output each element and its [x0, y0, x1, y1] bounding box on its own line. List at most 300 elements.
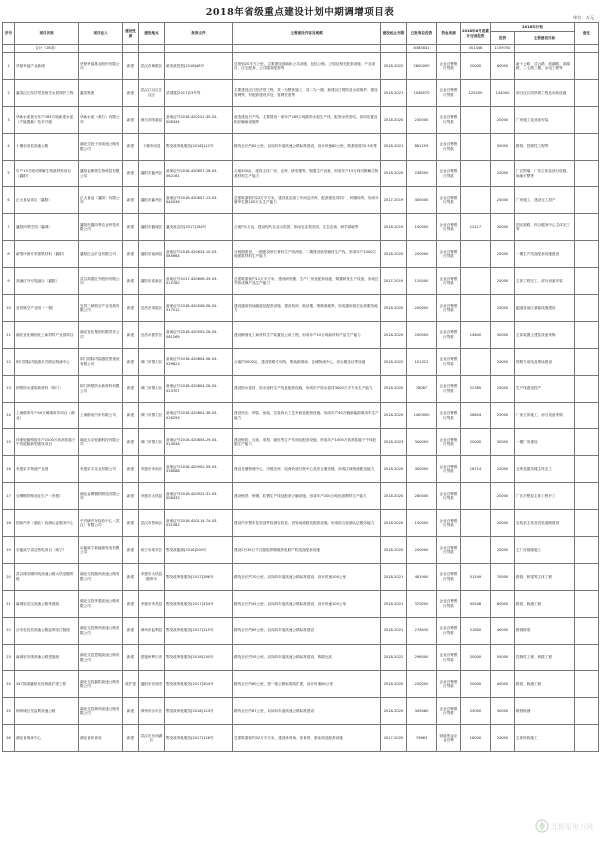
row-name-text: 十堰至房县高速公路 — [16, 144, 49, 149]
table-row — [3, 375, 599, 402]
row-plan-target-text: 一期厂房建设 — [516, 440, 538, 445]
row-name-text: 襄香汉江经济带及相关水质保护工程 — [16, 90, 74, 95]
total-empty-cell — [515, 45, 575, 53]
row-seq-text: 23 — [6, 655, 11, 660]
row-plan-target — [515, 321, 575, 348]
row-approval-text: 备案证号2017-420606-39-03-015782 — [166, 276, 218, 286]
row-plan-target-text: 主体工程完工，部分设备安装 — [516, 278, 563, 283]
row-content-text: 建设冲压、焊装、涂装、总装四大工艺车间及配套设施，形成年产40万辆新能源乘用车生产能力 — [234, 411, 379, 420]
row-total-inv-text: 200000 — [414, 305, 429, 310]
row-plan-inv-text: 20000 — [496, 305, 509, 310]
row-approval-text: 备案证号2018-420114-74-03-031082 — [166, 518, 218, 528]
row-approval — [165, 402, 233, 429]
watermark-logo — [534, 812, 594, 840]
row-period-text: 2018-2021 — [383, 90, 404, 95]
row-done — [461, 698, 491, 725]
row-location — [139, 268, 165, 295]
row-source — [437, 187, 461, 214]
row-plan-target — [515, 241, 575, 268]
row-plan-inv — [491, 402, 515, 429]
table-row — [3, 617, 599, 644]
row-nature — [123, 456, 139, 483]
row-plan-target — [515, 617, 575, 644]
row-nature-text: 新建 — [126, 198, 135, 203]
row-name — [15, 617, 79, 644]
row-name-text: 宜昌航空产业园（一期） — [16, 305, 56, 310]
row-plan-target — [515, 671, 575, 698]
row-plan-target-text: 路基、桥涵工程 — [516, 682, 542, 687]
row-total-inv-text: 238500 — [414, 171, 429, 176]
row-location-text: 武汉市东西湖区 — [140, 733, 163, 743]
row-total-inv — [407, 106, 437, 133]
row-approval — [165, 725, 233, 752]
row-approval — [165, 456, 233, 483]
row-source — [437, 563, 461, 590]
row-location-text: 恩施州利川市 — [140, 655, 163, 660]
row-period-text: 2018-2020 — [383, 171, 404, 176]
row-location-text: 荆门市掇刀区 — [140, 413, 163, 418]
row-plan-target — [515, 375, 575, 402]
row-owner — [79, 671, 123, 698]
row-seq — [3, 187, 15, 214]
row-nature-text: 新建 — [126, 332, 135, 337]
row-source-text: 企业自筹银行贷款 — [439, 249, 458, 259]
row-plan-target-text: 园区道路、综合服务中心主体完工等 — [516, 222, 570, 232]
row-source — [437, 53, 461, 80]
row-plan-inv-text: 20000 — [496, 493, 509, 498]
row-period-text: 2018-2020 — [383, 547, 404, 552]
row-content — [233, 268, 381, 295]
row-owner — [79, 321, 123, 348]
row-content — [233, 133, 381, 160]
row-content-text: 路线全长约62公里，双向四车道高速公路标准建设，设计时速80公里，路基宽度25.5米等 — [234, 144, 377, 149]
col-approval: 批准文件 — [165, 23, 233, 45]
row-plan-inv-text: 50000 — [496, 655, 509, 660]
row-source-text: 企业自筹银行贷款 — [439, 142, 458, 151]
row-seq-text: 26 — [6, 736, 11, 740]
row-total-inv — [407, 537, 437, 564]
row-name-text: 国家汽车（湖北）检测认证服务中心 — [16, 520, 74, 525]
row-nature — [123, 106, 139, 133]
row-period — [381, 510, 407, 537]
row-name-text: 荆州城区至监利高速公路 — [16, 709, 56, 714]
row-name — [15, 106, 79, 133]
row-total-inv — [407, 456, 437, 483]
row-period — [381, 590, 407, 617]
row-source — [437, 671, 461, 698]
col-plan-group: 2018年计划 — [491, 23, 575, 32]
row-note — [575, 563, 599, 590]
row-owner — [79, 53, 123, 80]
row-seq — [3, 510, 15, 537]
row-nature-text: 新建 — [126, 117, 135, 122]
row-location — [139, 402, 165, 429]
row-location-text: 荆门市掇刀区 — [140, 386, 163, 391]
row-total-inv — [407, 671, 437, 698]
row-content-text: 路线全长约60公里，按一级公路标准改扩建，设计时速80公里 — [234, 682, 333, 687]
row-owner-text: 襄阳市鑫四季农业科技有限公司 — [80, 222, 120, 232]
table-row — [3, 348, 599, 375]
row-total-inv-text: 881259 — [414, 144, 429, 149]
table-row — [3, 133, 599, 160]
row-seq — [3, 563, 15, 590]
row-done-text: 21800 — [469, 628, 482, 633]
row-period — [381, 537, 407, 564]
row-plan-target — [515, 106, 575, 133]
row-owner-text: 荆门荆楚防水新材料有限公司 — [80, 384, 120, 393]
row-plan-inv — [491, 429, 515, 456]
row-done — [461, 510, 491, 537]
row-name-text: 武汉城市圈环线高速公路大悟至随州段 — [16, 572, 74, 581]
row-content-text: 主要建设汉江经济带工程，其一为整体施工，其二为一期，新建汉江堤防及水质保护，建设管网等，有配套建设多处，管网长度等 — [234, 88, 378, 97]
row-nature-text: 新建 — [126, 413, 135, 418]
row-location-text: 荆门市掇刀区 — [140, 440, 163, 445]
row-plan-target-text: 厂区平整及主体工程开工 — [516, 493, 556, 498]
row-total-inv-text: 276430 — [414, 628, 429, 633]
row-plan-inv — [491, 617, 515, 644]
row-source-text: 企业自筹银行贷款 — [439, 61, 458, 70]
row-content-text: 路线全长约45公里，双向四车道高速公路标准建设，设计时速100公里 — [234, 601, 347, 606]
row-location-text: 孝感市孝昌县 — [140, 601, 163, 606]
row-owner-text: 湖北交投襄阳高速公路有限公司 — [80, 680, 120, 689]
row-content — [233, 429, 381, 456]
row-period — [381, 295, 407, 322]
row-note — [575, 160, 599, 187]
row-source — [437, 510, 461, 537]
row-done — [461, 79, 491, 106]
row-plan-inv-text: 40000 — [496, 709, 509, 714]
col-owner: 项目法人 — [79, 23, 123, 45]
row-location — [139, 375, 165, 402]
col-seq: 序号 — [3, 23, 15, 45]
row-seq-text: 11 — [6, 332, 11, 337]
row-name — [15, 214, 79, 241]
row-content — [233, 644, 381, 671]
row-name-text: 环保轮胎网胶年产1000万套高性能子午线轮胎新型建设项目 — [16, 438, 76, 447]
row-location-text: 十堰市房县 — [142, 144, 161, 149]
table-row — [3, 321, 599, 348]
row-content-text: 路线全长约65公里，双向四车道高速公路标准建设 — [234, 628, 315, 633]
row-nature — [123, 268, 139, 295]
row-location — [139, 537, 165, 564]
row-seq-text: 1 — [7, 63, 10, 68]
row-note — [575, 429, 599, 456]
row-total-inv-text: 340000 — [414, 440, 429, 445]
row-owner — [79, 590, 123, 617]
row-plan-target-text: 厂房施工，建设完工投产 — [516, 198, 556, 203]
row-source-text: 企业自筹银行贷款 — [439, 438, 458, 447]
row-name — [15, 510, 79, 537]
row-owner — [79, 214, 123, 241]
row-total-inv — [407, 483, 437, 510]
table-row — [3, 79, 599, 106]
row-owner — [79, 160, 123, 187]
row-seq-text: 2 — [7, 90, 10, 95]
row-source-text: 企业自筹银行贷款 — [439, 384, 458, 393]
row-note — [575, 187, 599, 214]
row-plan-target-text: 路基桥涵 — [516, 709, 531, 714]
row-period — [381, 671, 407, 698]
row-plan-target — [515, 698, 575, 725]
row-name-text: 荆楚防水建筑新材料（荆门） — [16, 386, 63, 391]
row-plan-inv — [491, 456, 515, 483]
row-plan-inv — [491, 671, 515, 698]
row-seq — [3, 725, 15, 752]
row-content — [233, 375, 381, 402]
table-row — [3, 241, 599, 268]
row-content — [233, 617, 381, 644]
row-note — [575, 671, 599, 698]
row-done — [461, 644, 491, 671]
total-seq-cell — [3, 45, 15, 53]
row-approval-text: 备案证号2018-420804-36-03-016293 — [166, 411, 218, 420]
row-content-text: 建设仓储物流中心、冷链仓库、电商快递分拨中心及综合服务楼，形成区域物流配送能力 — [234, 467, 375, 472]
row-period — [381, 725, 407, 752]
row-source — [437, 214, 461, 241]
table-row — [3, 590, 599, 617]
row-source-text: 企业自筹银行贷款 — [439, 115, 458, 124]
row-plan-target-text: 主体结构施工 — [516, 736, 538, 740]
row-seq — [3, 348, 15, 375]
row-owner — [79, 241, 123, 268]
row-name — [15, 590, 79, 617]
row-source-text: 企业自筹银行贷款 — [439, 680, 458, 689]
row-period-text: 2017-2020 — [383, 736, 404, 740]
row-content-text: 路线全长约87公里，双向四车道高速公路标准建设 — [234, 709, 315, 714]
row-location-text: 宜昌市猇亭区 — [140, 332, 163, 337]
row-done — [461, 671, 491, 698]
row-location-text: 荆州市沙市区 — [140, 709, 163, 714]
row-seq — [3, 53, 15, 80]
row-name — [15, 187, 79, 214]
row-source — [437, 268, 461, 295]
row-name — [15, 644, 79, 671]
row-note — [575, 402, 599, 429]
row-source — [437, 429, 461, 456]
row-source-text: 企业自筹银行贷款 — [439, 195, 458, 205]
row-content-text: 建设精细化工新材料生产装置及公用工程，形成年产10万吨新材料产品生产能力 — [234, 332, 361, 337]
header-row-1 — [3, 23, 599, 32]
row-content-text: 分两期建设，一期建设砂石骨料生产线两条，二期建设新型墙材生产线，形成年产1000万吨建筑材料生产能力 — [234, 249, 377, 259]
row-total-inv — [407, 53, 437, 80]
row-name — [15, 133, 79, 160]
total-label: 合计（26项） — [15, 45, 79, 53]
row-plan-inv-text: 70000 — [496, 574, 509, 579]
row-nature-text: 新建 — [126, 655, 135, 660]
row-plan-target — [515, 53, 575, 80]
row-source — [437, 617, 461, 644]
unit-label: 单位：万元 — [573, 15, 594, 20]
row-period — [381, 106, 407, 133]
row-note — [575, 617, 599, 644]
row-name — [15, 348, 79, 375]
row-nature-text: 新建 — [126, 709, 135, 714]
row-period — [381, 563, 407, 590]
row-location — [139, 617, 165, 644]
row-location — [139, 348, 165, 375]
row-plan-inv-text: 20000 — [496, 278, 509, 283]
row-total-inv-text: 298000 — [414, 655, 429, 660]
row-owner-text: 华夏幸福基业股份有限公司 — [80, 61, 120, 70]
row-total-inv — [407, 510, 437, 537]
row-approval — [165, 510, 233, 537]
row-source — [437, 590, 461, 617]
row-total-inv — [407, 698, 437, 725]
row-done-text: 125200 — [468, 90, 483, 95]
row-owner-text: 上海蔚来汽车有限公司 — [80, 413, 116, 418]
row-nature-text: 新建 — [126, 386, 135, 391]
row-source-text: 财政资金企业自筹 — [439, 733, 458, 743]
row-content — [233, 698, 381, 725]
row-source — [437, 79, 461, 106]
row-approval-text: 备案证号2018-420624-10-03-085664 — [166, 249, 218, 259]
col-total-inv: 已批准总投资 — [407, 23, 437, 45]
table-row — [3, 563, 599, 590]
row-nature — [123, 671, 139, 698]
row-plan-target — [515, 160, 575, 187]
total-empty-cell — [139, 45, 165, 53]
row-nature — [123, 79, 139, 106]
row-plan-target — [515, 537, 575, 564]
table-row — [3, 644, 599, 671]
row-done-text: 18714 — [469, 467, 482, 472]
row-approval-text: 鄂发改审批服务[2017]126号 — [166, 736, 214, 740]
row-source-text: 企业自筹银行贷款 — [439, 303, 458, 312]
row-source — [437, 160, 461, 187]
row-location — [139, 725, 165, 752]
row-total-inv — [407, 187, 437, 214]
row-period-text: 2018-2020 — [383, 493, 404, 498]
row-owner-text: 湖北交投孝感高速公路有限公司 — [80, 599, 120, 608]
row-content-text: 路线全长约70公里，双向四车道高速公路标准建设，设计时速100公里 — [234, 574, 347, 579]
row-done-text: 25000 — [469, 709, 482, 714]
col-plan-target: 主要建设目标 — [515, 32, 575, 45]
row-plan-target — [515, 456, 575, 483]
row-plan-target-text: 部分汉江防汛堤工程及市政设施 — [516, 90, 567, 95]
row-nature-text: 新建 — [126, 359, 135, 364]
row-name-text: 347国道襄阳至宜城改扩建工程 — [16, 682, 66, 687]
row-seq-text: 19 — [6, 547, 11, 552]
row-owner — [79, 563, 123, 590]
row-owner-text: 湖北宜化集团有限责任公司 — [80, 330, 120, 339]
row-content — [233, 214, 381, 241]
row-owner — [79, 348, 123, 375]
row-plan-target-text: 主体装置土建及设备采购 — [516, 332, 556, 337]
col-note: 备注 — [575, 23, 599, 45]
row-owner-text: 荆门国际内陆港投资建设有限公司 — [80, 357, 120, 366]
row-source — [437, 698, 461, 725]
row-content-text: 总规划20平方公里，主要建设基础和公共设施，包括公路、公园及相关配套设施，产业项目，住宅配套、公共服务配套等 — [234, 61, 376, 70]
row-total-inv-text: 230000 — [414, 117, 429, 122]
row-content-text: 总建筑面积约32万平方米，建设体育场、体育馆、游泳馆及配套设施 — [234, 736, 343, 740]
row-nature-text: 新建 — [126, 601, 135, 606]
row-total-inv — [407, 268, 437, 295]
row-nature-text: 新建 — [126, 90, 135, 95]
table-row — [3, 725, 599, 752]
row-owner-text: 襄发集团 — [80, 90, 95, 95]
row-done — [461, 214, 491, 241]
col-location: 建设地点 — [139, 23, 165, 45]
row-plan-target-text: 一期生产线及配套设施建设 — [516, 251, 560, 256]
col-source: 资金来源 — [437, 23, 461, 45]
row-note — [575, 53, 599, 80]
row-total-inv — [407, 295, 437, 322]
row-plan-inv-text: 30000 — [496, 332, 509, 337]
row-nature-text: 新建 — [126, 171, 135, 176]
row-approval-text: 襄发改农经[2017]184号 — [166, 225, 207, 230]
row-seq — [3, 456, 15, 483]
row-total-inv — [407, 321, 437, 348]
row-total-inv-text: 200000 — [414, 332, 429, 337]
row-seq-text: 20 — [6, 574, 11, 579]
row-name-text: 华新水泥黄石年产285万吨新建水泥（产能置换）技术升级 — [16, 115, 74, 124]
row-location-text: 荆门市掇刀区 — [140, 359, 163, 364]
row-seq-text: 9 — [7, 278, 10, 283]
row-period-text: 2018-2023 — [383, 440, 404, 445]
row-plan-target — [515, 725, 575, 752]
row-source-text: 企业自筹银行贷款 — [439, 464, 458, 474]
row-content — [233, 402, 381, 429]
row-seq — [3, 671, 15, 698]
row-source-text: 企业自筹银行贷款 — [439, 330, 458, 339]
row-content — [233, 483, 381, 510]
row-approval — [165, 563, 233, 590]
row-plan-target — [515, 295, 575, 322]
row-note — [575, 590, 599, 617]
row-note — [575, 106, 599, 133]
row-seq-text: 24 — [6, 682, 11, 687]
table-row — [3, 537, 599, 564]
row-plan-inv — [491, 187, 515, 214]
row-name — [15, 160, 79, 187]
row-owner — [79, 483, 123, 510]
row-source — [437, 483, 461, 510]
row-seq-text: 22 — [6, 628, 11, 633]
row-plan-target — [515, 510, 575, 537]
row-approval — [165, 348, 233, 375]
row-approval-text: 备案证号2018-420607-13-03-040036 — [166, 195, 218, 205]
row-name — [15, 483, 79, 510]
row-nature-text: 新建 — [126, 493, 135, 498]
row-total-inv-text: 230000 — [414, 682, 429, 687]
col-name: 项目名称 — [15, 23, 79, 45]
row-owner — [79, 456, 123, 483]
row-nature — [123, 348, 139, 375]
row-source — [437, 106, 461, 133]
row-approval-text: 备案证号2018-420804-26-03-023707 — [166, 384, 218, 393]
row-source-text: 企业自筹银行贷款 — [439, 706, 458, 716]
row-content — [233, 537, 381, 564]
row-done — [461, 590, 491, 617]
row-done — [461, 106, 491, 133]
row-nature — [123, 429, 139, 456]
row-period-text: 2018-2022 — [383, 359, 404, 364]
total-empty-cell — [165, 45, 233, 53]
row-period — [381, 698, 407, 725]
row-owner — [79, 295, 123, 322]
row-period — [381, 79, 407, 106]
row-total-inv — [407, 214, 437, 241]
row-plan-target-text: 厂房主体施工，部分设备采购 — [516, 413, 563, 418]
row-done-text: 20000 — [469, 440, 482, 445]
row-plan-target — [515, 268, 575, 295]
row-plan-target-text: 生产线建成投产 — [516, 386, 542, 391]
row-owner-text: 湖北大京轮胎科技有限公司 — [80, 438, 120, 447]
row-location — [139, 644, 165, 671]
row-total-inv — [407, 429, 437, 456]
row-seq-text: 3 — [7, 117, 10, 122]
row-approval-text: 鄂发改审批服务[2017]304号 — [166, 682, 214, 687]
